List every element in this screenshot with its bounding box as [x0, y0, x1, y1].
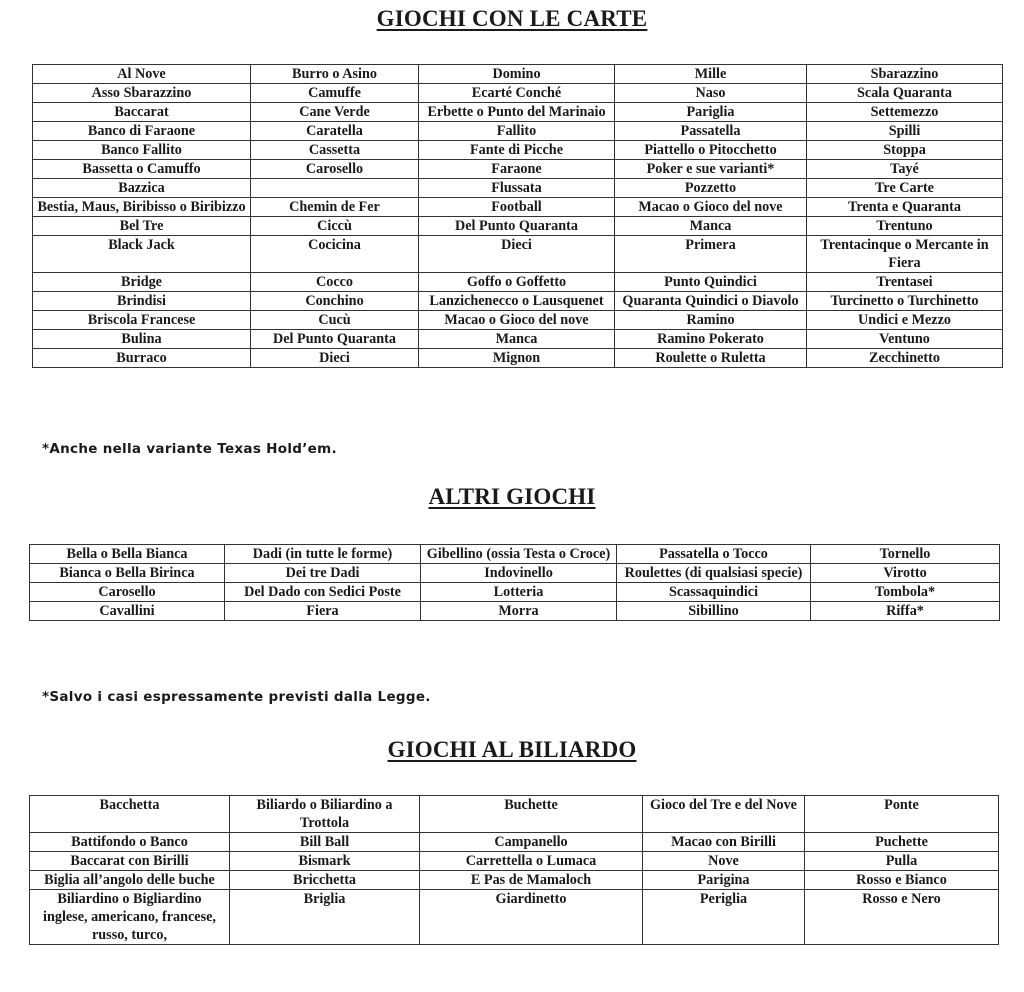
- table-cell: Periglia: [643, 890, 805, 945]
- table-cell: Stoppa: [807, 141, 1003, 160]
- table-cell: Zecchinetto: [807, 349, 1003, 368]
- table-cell: Cavallini: [30, 602, 225, 621]
- table-cell: Dadi (in tutte le forme): [225, 545, 421, 564]
- table-cell: Ramino Pokerato: [615, 330, 807, 349]
- table-cell: Cucù: [251, 311, 419, 330]
- table-cell: Lanzichenecco o Lausquenet: [419, 292, 615, 311]
- table-row: [33, 349, 1003, 368]
- table-cell: Black Jack: [33, 236, 251, 273]
- table-cell: Del Punto Quaranta: [419, 217, 615, 236]
- table-cell: Cocco: [251, 273, 419, 292]
- table-cell: Erbette o Punto del Marinaio: [419, 103, 615, 122]
- table-cell: Bricchetta: [230, 871, 420, 890]
- table-cell: Biliardino o Bigliardino inglese, americano, francese, russo, turco,: [30, 890, 230, 945]
- table-cell: Brindisi: [33, 292, 251, 311]
- table-cell: Punto Quindici: [615, 273, 807, 292]
- table-cell: Bella o Bella Bianca: [30, 545, 225, 564]
- table-cell: Macao con Birilli: [643, 833, 805, 852]
- table-giochi-al-biliardo: [29, 795, 999, 945]
- table-row: [33, 103, 1003, 122]
- table-row: [30, 602, 1000, 621]
- table-cell: Burro o Asino: [251, 65, 419, 84]
- table-cell: Fiera: [225, 602, 421, 621]
- table-cell: Pozzetto: [615, 179, 807, 198]
- table-cell: Goffo o Goffetto: [419, 273, 615, 292]
- table-cell: Riffa*: [811, 602, 1000, 621]
- table-cell: E Pas de Mamaloch: [420, 871, 643, 890]
- table-row: [33, 236, 1003, 273]
- table-cell: Pariglia: [615, 103, 807, 122]
- table-cell: Bulina: [33, 330, 251, 349]
- table-row: [33, 292, 1003, 311]
- table-row: [33, 217, 1003, 236]
- table-cell: Caratella: [251, 122, 419, 141]
- table-cell: Ponte: [805, 796, 999, 833]
- table-cell: Briscola Francese: [33, 311, 251, 330]
- table-cell: Ventuno: [807, 330, 1003, 349]
- table-cell: Battifondo o Banco: [30, 833, 230, 852]
- table-cell: Tornello: [811, 545, 1000, 564]
- table-cell: Manca: [615, 217, 807, 236]
- table-row: [30, 796, 999, 833]
- table-cell: Carosello: [30, 583, 225, 602]
- table-cell: Bridge: [33, 273, 251, 292]
- table-cell: Rosso e Nero: [805, 890, 999, 945]
- table-cell: Bianca o Bella Birinca: [30, 564, 225, 583]
- table-cell: Tombola*: [811, 583, 1000, 602]
- table-cell: Naso: [615, 84, 807, 103]
- table-cell: Ecarté Conché: [419, 84, 615, 103]
- table-row: [30, 545, 1000, 564]
- table-cell: Banco di Faraone: [33, 122, 251, 141]
- table-cell: Faraone: [419, 160, 615, 179]
- section-title-giochi-al-biliardo: GIOCHI AL BILIARDO: [387, 737, 637, 762]
- table-cell: Baccarat con Birilli: [30, 852, 230, 871]
- table-cell: Del Punto Quaranta: [251, 330, 419, 349]
- table-cell: Baccarat: [33, 103, 251, 122]
- table-cell: Bestia, Maus, Biribisso o Biribizzo: [33, 198, 251, 217]
- table-cell: Biliardo o Biliardino a Trottola: [230, 796, 420, 833]
- table-cell: Indovinello: [421, 564, 617, 583]
- table-cell: Tayé: [807, 160, 1003, 179]
- footnote-salvo-casi: *Salvo i casi espressamente previsti dalla Legge.: [42, 689, 431, 705]
- table-cell: Passatella: [615, 122, 807, 141]
- table-row: [33, 160, 1003, 179]
- table-cell: Settemezzo: [807, 103, 1003, 122]
- table-cell: Asso Sbarazzino: [33, 84, 251, 103]
- table-cell: Macao o Gioco del nove: [419, 311, 615, 330]
- table-row: [33, 198, 1003, 217]
- table-cell: Macao o Gioco del nove: [615, 198, 807, 217]
- section-title-giochi-con-le-carte: GIOCHI CON LE CARTE: [376, 6, 648, 31]
- table-row: [33, 141, 1003, 160]
- table-cell: Carosello: [251, 160, 419, 179]
- table-row: [33, 65, 1003, 84]
- table-cell: Trentuno: [807, 217, 1003, 236]
- table-cell: Parigina: [643, 871, 805, 890]
- table-cell: Cocicina: [251, 236, 419, 273]
- table-cell: Domino: [419, 65, 615, 84]
- table-row: [30, 871, 999, 890]
- table-cell: Poker e sue varianti*: [615, 160, 807, 179]
- table-cell: Biglia all’angolo delle buche: [30, 871, 230, 890]
- table-cell: Buchette: [420, 796, 643, 833]
- table-cell: Cassetta: [251, 141, 419, 160]
- table-cell: Gibellino (ossia Testa o Croce): [421, 545, 617, 564]
- table-cell: Manca: [419, 330, 615, 349]
- table-cell: Trenta e Quaranta: [807, 198, 1003, 217]
- table-row: [33, 84, 1003, 103]
- table-row: [33, 311, 1003, 330]
- table-cell: Ramino: [615, 311, 807, 330]
- table-cell: Scala Quaranta: [807, 84, 1003, 103]
- table-cell: Bismark: [230, 852, 420, 871]
- table-row: [33, 273, 1003, 292]
- table-cell: Tre Carte: [807, 179, 1003, 198]
- table-row: [30, 564, 1000, 583]
- footnote-texas-holdem: *Anche nella variante Texas Hold’em.: [42, 441, 337, 457]
- table-cell: Puchette: [805, 833, 999, 852]
- table-cell: Briglia: [230, 890, 420, 945]
- table-cell: Pulla: [805, 852, 999, 871]
- table-cell: Primera: [615, 236, 807, 273]
- table-cell: Fante di Picche: [419, 141, 615, 160]
- table-cell: Spilli: [807, 122, 1003, 141]
- table-cell: Camuffe: [251, 84, 419, 103]
- table-cell: Sibillino: [617, 602, 811, 621]
- table-cell: Roulettes (di qualsiasi specie): [617, 564, 811, 583]
- table-cell: Passatella o Tocco: [617, 545, 811, 564]
- table-cell: Dei tre Dadi: [225, 564, 421, 583]
- table-cell: Ciccù: [251, 217, 419, 236]
- table-row: [30, 833, 999, 852]
- table-cell: Dieci: [251, 349, 419, 368]
- table-cell: Turcinetto o Turchinetto: [807, 292, 1003, 311]
- table-cell: Rosso e Bianco: [805, 871, 999, 890]
- table-cell: Dieci: [419, 236, 615, 273]
- table-cell: Al Nove: [33, 65, 251, 84]
- table-cell: Chemin de Fer: [251, 198, 419, 217]
- table-cell: Morra: [421, 602, 617, 621]
- table-cell: Lotteria: [421, 583, 617, 602]
- table-cell: Burraco: [33, 349, 251, 368]
- table-cell: Nove: [643, 852, 805, 871]
- table-cell: Bacchetta: [30, 796, 230, 833]
- table-cell: Bel Tre: [33, 217, 251, 236]
- table-cell: Trentacinque o Mercante in Fiera: [807, 236, 1003, 273]
- table-cell: Campanello: [420, 833, 643, 852]
- table-cell: Mille: [615, 65, 807, 84]
- table-cell: Conchino: [251, 292, 419, 311]
- table-cell: Quaranta Quindici o Diavolo: [615, 292, 807, 311]
- table-row: [30, 890, 999, 945]
- table-cell: Undici e Mezzo: [807, 311, 1003, 330]
- table-cell: Virotto: [811, 564, 1000, 583]
- table-cell: Trentasei: [807, 273, 1003, 292]
- table-cell: Banco Fallito: [33, 141, 251, 160]
- table-cell: Piattello o Pitocchetto: [615, 141, 807, 160]
- section-title-altri-giochi: ALTRI GIOCHI: [428, 484, 596, 509]
- table-cell: Sbarazzino: [807, 65, 1003, 84]
- table-cell: Bazzica: [33, 179, 251, 198]
- table-row: [30, 583, 1000, 602]
- table-cell: Bill Ball: [230, 833, 420, 852]
- table-cell: Mignon: [419, 349, 615, 368]
- table-altri-giochi: [29, 544, 1000, 621]
- table-giochi-con-le-carte: [32, 64, 1003, 368]
- table-row: [33, 122, 1003, 141]
- table-row: [30, 852, 999, 871]
- table-cell: Giardinetto: [420, 890, 643, 945]
- table-cell: Gioco del Tre e del Nove: [643, 796, 805, 833]
- table-cell: Carrettella o Lumaca: [420, 852, 643, 871]
- table-row: [33, 330, 1003, 349]
- table-cell: Football: [419, 198, 615, 217]
- table-cell: Scassaquindici: [617, 583, 811, 602]
- table-cell: Flussata: [419, 179, 615, 198]
- table-cell: Cane Verde: [251, 103, 419, 122]
- table-cell: Roulette o Ruletta: [615, 349, 807, 368]
- table-cell: [251, 179, 419, 198]
- table-cell: Del Dado con Sedici Poste: [225, 583, 421, 602]
- table-cell: Bassetta o Camuffo: [33, 160, 251, 179]
- table-row: [33, 179, 1003, 198]
- table-cell: Fallito: [419, 122, 615, 141]
